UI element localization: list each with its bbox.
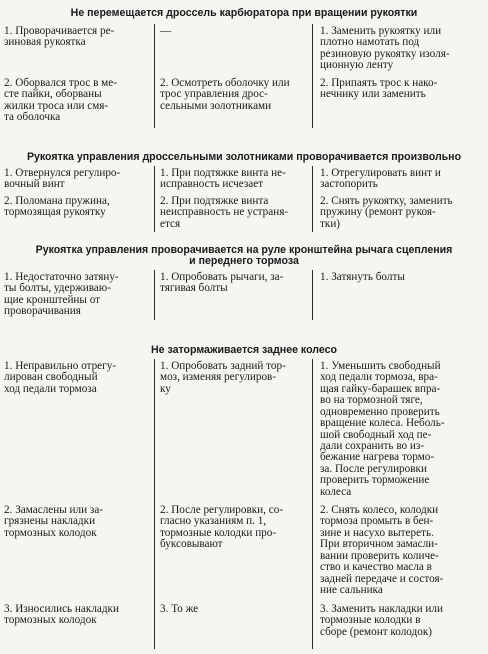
remedy-cell: 2. Припаять трос к нако- нечнику или заменить bbox=[320, 77, 438, 101]
column-divider bbox=[312, 24, 313, 128]
section-heading-rear-brake: Не затормаживается заднее колесо bbox=[151, 344, 337, 356]
section-heading-grip-on-bracket: Рукоятка управления проворачивается на руле кронштейна рычага сцепления и переднего тормоза bbox=[35, 244, 453, 268]
column-divider bbox=[312, 270, 313, 320]
column-divider bbox=[154, 359, 155, 649]
section-heading-throttle-not-moving: Не перемещается дроссель карбюратора при вращении рукоятки bbox=[70, 7, 418, 19]
cause-cell: 1. Проворачивается ре- зиновая рукоятка bbox=[4, 25, 115, 49]
check-cell: 2. Осмотреть оболочку или трос управления дрос- сельными золотниками bbox=[160, 77, 290, 112]
remedy-cell: 3. Заменить накладки или тормозные колодки в сборе (ремонт колодок) bbox=[320, 603, 443, 638]
check-cell: 1. Опробовать рычаги, за- тягивая болты bbox=[160, 271, 284, 295]
remedy-cell: 2. Снять рукоятку, заменить пружину (ремонт рукоя- тки) bbox=[320, 195, 453, 230]
check-cell: 2. При подтяжке винта неисправность не устраня- ется bbox=[160, 195, 289, 230]
check-cell: 1. Опробовать задний тор- моз, изменяя регулиров- ку bbox=[160, 360, 286, 395]
check-dash: — bbox=[160, 25, 172, 37]
check-cell bbox=[160, 26, 306, 37]
column-divider bbox=[154, 24, 155, 128]
remedy-cell: 1. Затянуть болты bbox=[320, 271, 405, 283]
remedy-cell: 1. Уменьшить свободный ход педали тормоза, вра- щая гайку-барашек впра- во на тормозной тяге, одновременно проверить вращение колеса. Неболь- шой свободный ход пе- дали сохранить во из- бежание нагрева тормо- за. После регулировки проверить торможение колеса bbox=[320, 360, 445, 498]
remedy-cell: 1. Отрегулировать винт и застопорить bbox=[320, 167, 441, 191]
cause-cell: 2. Замаслены или за- грязнены накладки тормозных колодок bbox=[4, 504, 104, 539]
cause-cell: 1. Неправильно отрегу- лирован свободный ход педали тормоза bbox=[4, 360, 117, 395]
column-divider bbox=[312, 166, 313, 232]
cause-cell: 1. Недостаточно затяну- ты болты, удерживаю- щие кронштейны от проворачивания bbox=[4, 271, 119, 318]
check-cell: 2. После регулировки, со- гласно указаниям п. 1, тормозные колодки про- буксовывают bbox=[160, 504, 284, 551]
cause-cell: 3. Износились накладки тормозных колодок bbox=[4, 603, 119, 627]
column-divider bbox=[154, 270, 155, 320]
cause-cell: 1. Отвернулся регулиро- вочный винт bbox=[4, 167, 121, 191]
column-divider bbox=[312, 359, 313, 649]
cause-cell: 2. Оборвался трос в ме- сте пайки, оборваны жилки троса или смя- та оболочка bbox=[4, 77, 117, 124]
check-cell: 3. То же bbox=[160, 603, 199, 615]
remedy-cell: 1. Заменить рукоятку или плотно намотать под резиновую рукоятку изоля- ционную ленту bbox=[320, 25, 450, 72]
check-cell: 1. При подтяжке винта не- исправность исчезает bbox=[160, 167, 286, 191]
remedy-cell: 2. Снять колесо, колодки тормоза промыть в бен- зине и насухо вытереть. При вторичном замасли- вании проверить количе- ство и качество масла в задней передаче и состоя- ние сальника bbox=[320, 504, 444, 596]
section-heading-grip-rotates: Рукоятка управления дроссельными золотниками проворачивается произвольно bbox=[26, 151, 462, 163]
column-divider bbox=[154, 166, 155, 232]
cause-cell: 2. Поломана пружина, тормозящая рукоятку bbox=[4, 195, 110, 219]
